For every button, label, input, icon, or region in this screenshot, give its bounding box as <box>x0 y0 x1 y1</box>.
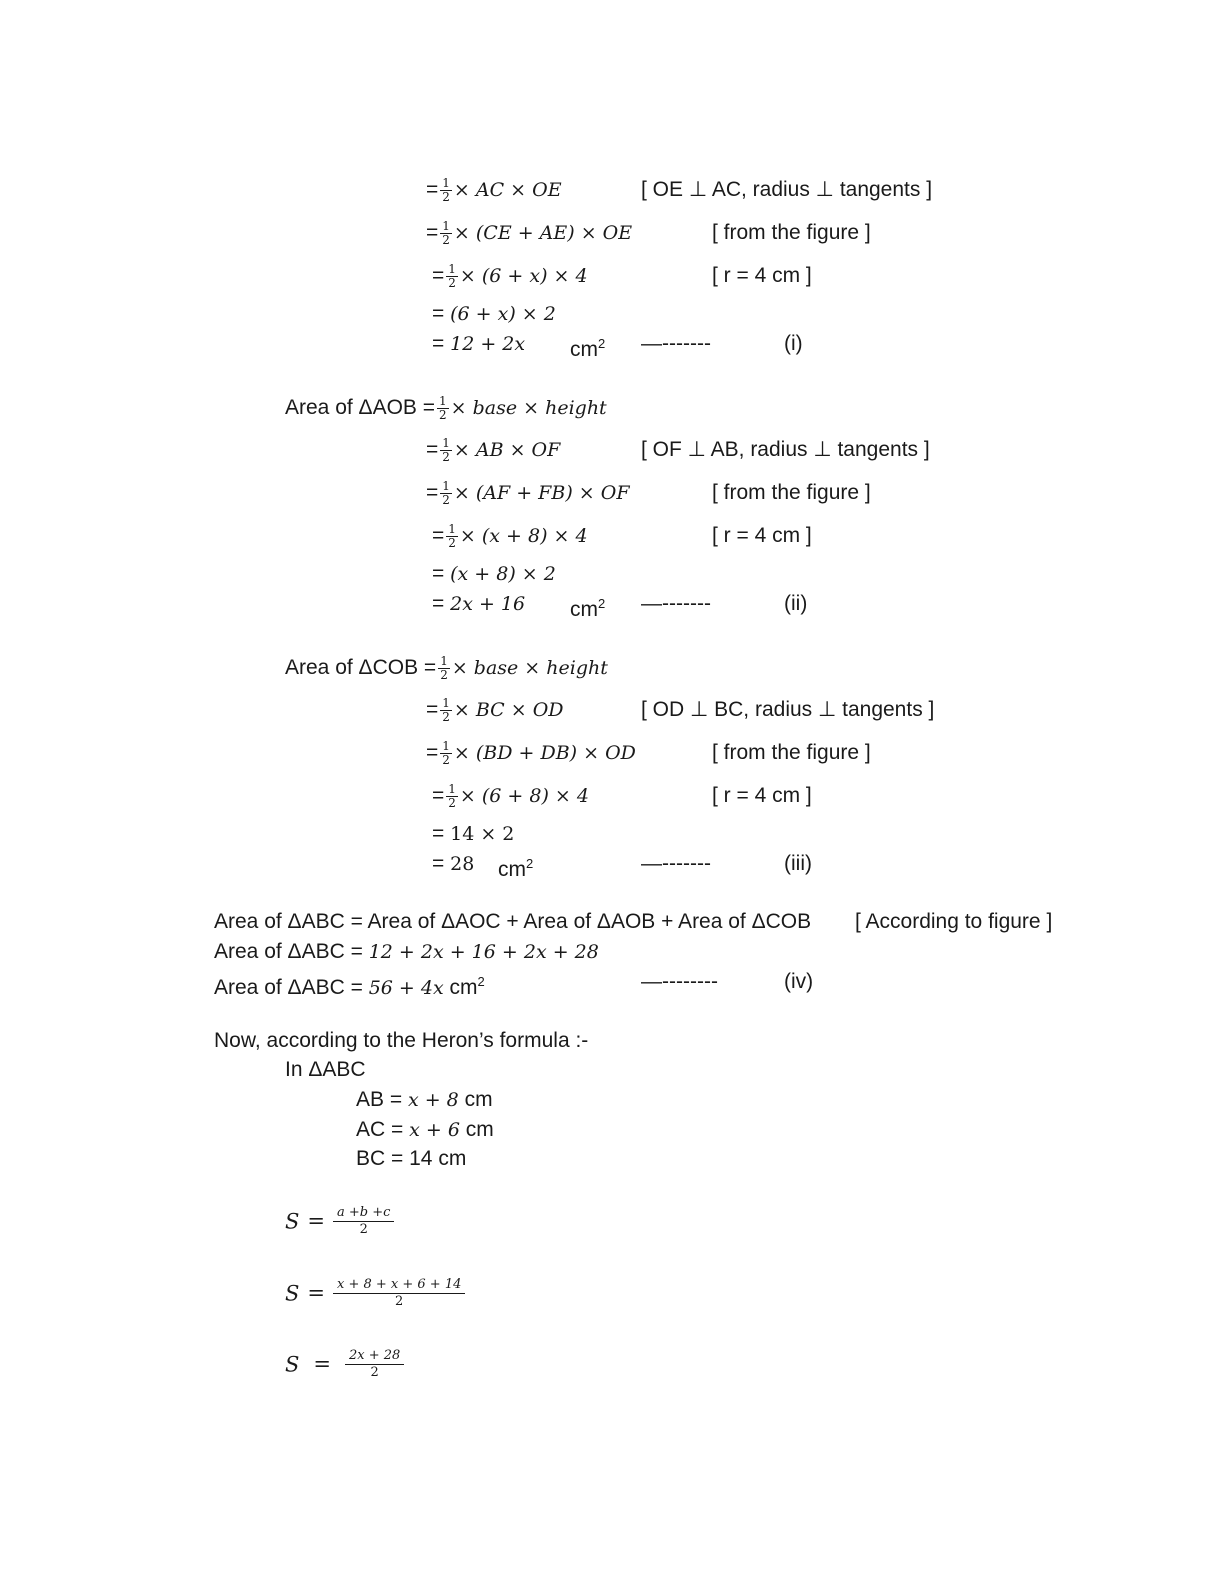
fraction <box>446 783 458 810</box>
equals-sign: = <box>426 178 439 202</box>
math-expression: × base × height <box>451 657 608 680</box>
unit-exponent: 2 <box>526 856 534 871</box>
math-expression: (x + 8) × 2 <box>450 563 556 585</box>
numerator: 1 <box>442 739 450 753</box>
math-expression: 12 + 2x <box>450 333 526 355</box>
equals-sign: = <box>432 332 445 355</box>
unit <box>570 331 605 363</box>
side-length <box>356 1146 466 1172</box>
equals-sign: = <box>426 698 439 722</box>
denominator: 2 <box>439 408 447 422</box>
denominator: 2 <box>442 450 450 464</box>
equals-sign: = <box>426 481 439 505</box>
numerator: 1 <box>448 782 456 796</box>
numerator: 2x + 28 <box>345 1348 404 1365</box>
denominator: 2 <box>442 493 450 507</box>
unit-text: cm <box>570 338 598 361</box>
equation-line <box>432 301 556 327</box>
numerator: a +b +c <box>333 1205 394 1222</box>
triangle-label: In ΔABC <box>285 1058 366 1081</box>
denominator: 2 <box>442 753 450 767</box>
math-expression: × (CE + AE) × OE <box>453 222 633 245</box>
equals-sign: = <box>432 822 445 845</box>
reason-note: [ r = 4 cm ] <box>712 524 812 547</box>
equation-line <box>432 523 588 550</box>
equation-line <box>432 851 474 877</box>
numerator: 1 <box>448 522 456 536</box>
numerator: 1 <box>440 654 448 668</box>
fraction <box>440 220 452 247</box>
numerator: 1 <box>442 436 450 450</box>
numerator: 1 <box>442 479 450 493</box>
denominator: 2 <box>442 710 450 724</box>
math-expression: (6 + x) × 2 <box>450 303 556 325</box>
side-name: BC = <box>356 1147 404 1170</box>
equals-sign: = <box>426 221 439 245</box>
reason-note: [ from the figure ] <box>712 741 871 764</box>
section-heading <box>285 395 607 422</box>
equation-line <box>432 591 525 617</box>
denominator: 2 <box>440 668 448 682</box>
equation-line <box>426 697 564 724</box>
math-expression: x + 6 <box>409 1119 460 1141</box>
reason-note: [ OF ⊥ AB, radius ⊥ tangents ] <box>641 438 930 461</box>
equals-sign: = <box>432 524 445 548</box>
fraction <box>446 523 458 550</box>
fraction <box>333 1205 394 1238</box>
unit-text: cm <box>449 976 478 999</box>
unit-exponent: 2 <box>477 974 485 989</box>
math-expression: 28 <box>450 853 475 875</box>
equals-sign: = <box>432 562 445 585</box>
unit <box>570 591 605 623</box>
dash-separator: —------- <box>641 332 711 355</box>
numerator: 1 <box>442 696 450 710</box>
math-expression: × (6 + 8) × 4 <box>459 785 589 808</box>
dash-separator: —------- <box>641 592 711 615</box>
math-expression: × AB × OF <box>453 439 561 462</box>
denominator: 2 <box>448 276 456 290</box>
equation-line <box>432 263 588 290</box>
math-expression: × (BD + DB) × OD <box>453 742 636 765</box>
equation-label: (iii) <box>784 852 812 875</box>
equals-sign: = <box>426 741 439 765</box>
fraction <box>333 1277 465 1310</box>
side-name: AB = <box>356 1088 403 1111</box>
fraction <box>440 177 452 204</box>
unit-text: cm <box>465 1118 494 1141</box>
equation-label-text: Area of ΔABC = <box>214 976 363 999</box>
section-heading <box>285 655 608 682</box>
denominator: 2 <box>370 1364 379 1380</box>
reason-note: [ OD ⊥ BC, radius ⊥ tangents ] <box>641 698 935 721</box>
equation-line <box>426 480 630 507</box>
equation-label: (iv) <box>784 970 814 993</box>
math-expression: × (AF + FB) × OF <box>453 482 630 505</box>
semi-perimeter-line <box>285 1276 465 1310</box>
side-value: 14 <box>409 1147 433 1170</box>
dash-separator: —-------- <box>641 970 718 993</box>
numerator: 1 <box>442 176 450 190</box>
equation-line <box>426 220 632 247</box>
heading-label: Area of ΔAOB = <box>285 396 436 420</box>
semi-perimeter-line <box>285 1347 404 1381</box>
numerator: 1 <box>448 262 456 276</box>
reason-note: [ from the figure ] <box>712 221 871 244</box>
equation-label: (i) <box>784 332 803 355</box>
semi-perimeter-line <box>285 1204 394 1238</box>
denominator: 2 <box>359 1221 368 1237</box>
equation-line <box>432 783 589 810</box>
dash-separator: —------- <box>641 852 711 875</box>
equation-line <box>432 331 525 357</box>
fraction <box>446 263 458 290</box>
reason-note: [ from the figure ] <box>712 481 871 504</box>
denominator: 2 <box>448 536 456 550</box>
unit-text: cm <box>464 1088 493 1111</box>
sum-statement: Area of ΔABC = Area of ΔAOC + Area of ΔAOB + Area of ΔCOB <box>214 910 812 933</box>
denominator: 2 <box>442 233 450 247</box>
equation-line <box>214 939 599 965</box>
equation-line <box>432 821 514 847</box>
s-symbol: S <box>285 1352 300 1377</box>
equation-line <box>426 740 636 767</box>
side-length <box>356 1087 493 1113</box>
fraction <box>437 395 449 422</box>
equals-sign: = <box>307 1281 325 1306</box>
equation-label: (ii) <box>784 592 808 615</box>
math-expression: × BC × OD <box>453 699 564 722</box>
fraction <box>440 480 452 507</box>
equals-sign: = <box>432 784 445 808</box>
fraction <box>438 655 450 682</box>
equals-sign: = <box>432 264 445 288</box>
unit <box>498 851 533 883</box>
math-expression: × (6 + x) × 4 <box>459 265 588 288</box>
equals-sign: = <box>307 1209 325 1234</box>
equals-sign: = <box>432 592 445 615</box>
math-expression: × base × height <box>450 397 607 420</box>
unit-exponent: 2 <box>598 336 606 351</box>
numerator: x + 8 + x + 6 + 14 <box>333 1277 465 1294</box>
math-expression: 14 × 2 <box>450 823 515 845</box>
fraction <box>440 697 452 724</box>
equals-sign: = <box>432 852 445 875</box>
fraction <box>440 740 452 767</box>
equals-sign: = <box>432 302 445 325</box>
unit-text: cm <box>438 1147 467 1170</box>
math-expression: × AC × OE <box>453 179 562 202</box>
unit-exponent: 2 <box>598 596 606 611</box>
side-name: AC = <box>356 1118 404 1141</box>
math-expression: 2x + 16 <box>450 593 526 615</box>
numerator: 1 <box>439 394 447 408</box>
heron-intro: Now, according to the Heron’s formula :- <box>214 1029 589 1052</box>
math-expression: x + 8 <box>407 1089 459 1111</box>
math-expression: × (x + 8) × 4 <box>459 525 588 548</box>
unit-text: cm <box>570 598 598 621</box>
s-symbol: S <box>285 1209 300 1234</box>
numerator: 1 <box>442 219 450 233</box>
equation-line <box>214 969 485 1001</box>
s-symbol: S <box>285 1281 300 1306</box>
math-expression: 56 + 4x <box>368 977 444 999</box>
math-expression: 12 + 2x + 16 + 2x + 28 <box>368 941 599 963</box>
reason-note: [ OE ⊥ AC, radius ⊥ tangents ] <box>641 178 933 201</box>
denominator: 2 <box>448 796 456 810</box>
equation-label-text: Area of ΔABC = <box>214 940 363 963</box>
reason-note: [ r = 4 cm ] <box>712 264 812 287</box>
side-length <box>356 1117 494 1143</box>
equation-line <box>426 177 562 204</box>
equals-sign: = <box>426 438 439 462</box>
heading-label: Area of ΔCOB = <box>285 656 437 680</box>
equation-line <box>432 561 556 587</box>
unit-text: cm <box>498 858 526 881</box>
reason-note: [ r = 4 cm ] <box>712 784 812 807</box>
fraction <box>440 437 452 464</box>
fraction <box>345 1348 404 1381</box>
denominator: 2 <box>395 1293 404 1309</box>
denominator: 2 <box>442 190 450 204</box>
reason-note: [ According to figure ] <box>855 910 1053 933</box>
equals-sign: = <box>313 1352 331 1377</box>
equation-line <box>426 437 560 464</box>
